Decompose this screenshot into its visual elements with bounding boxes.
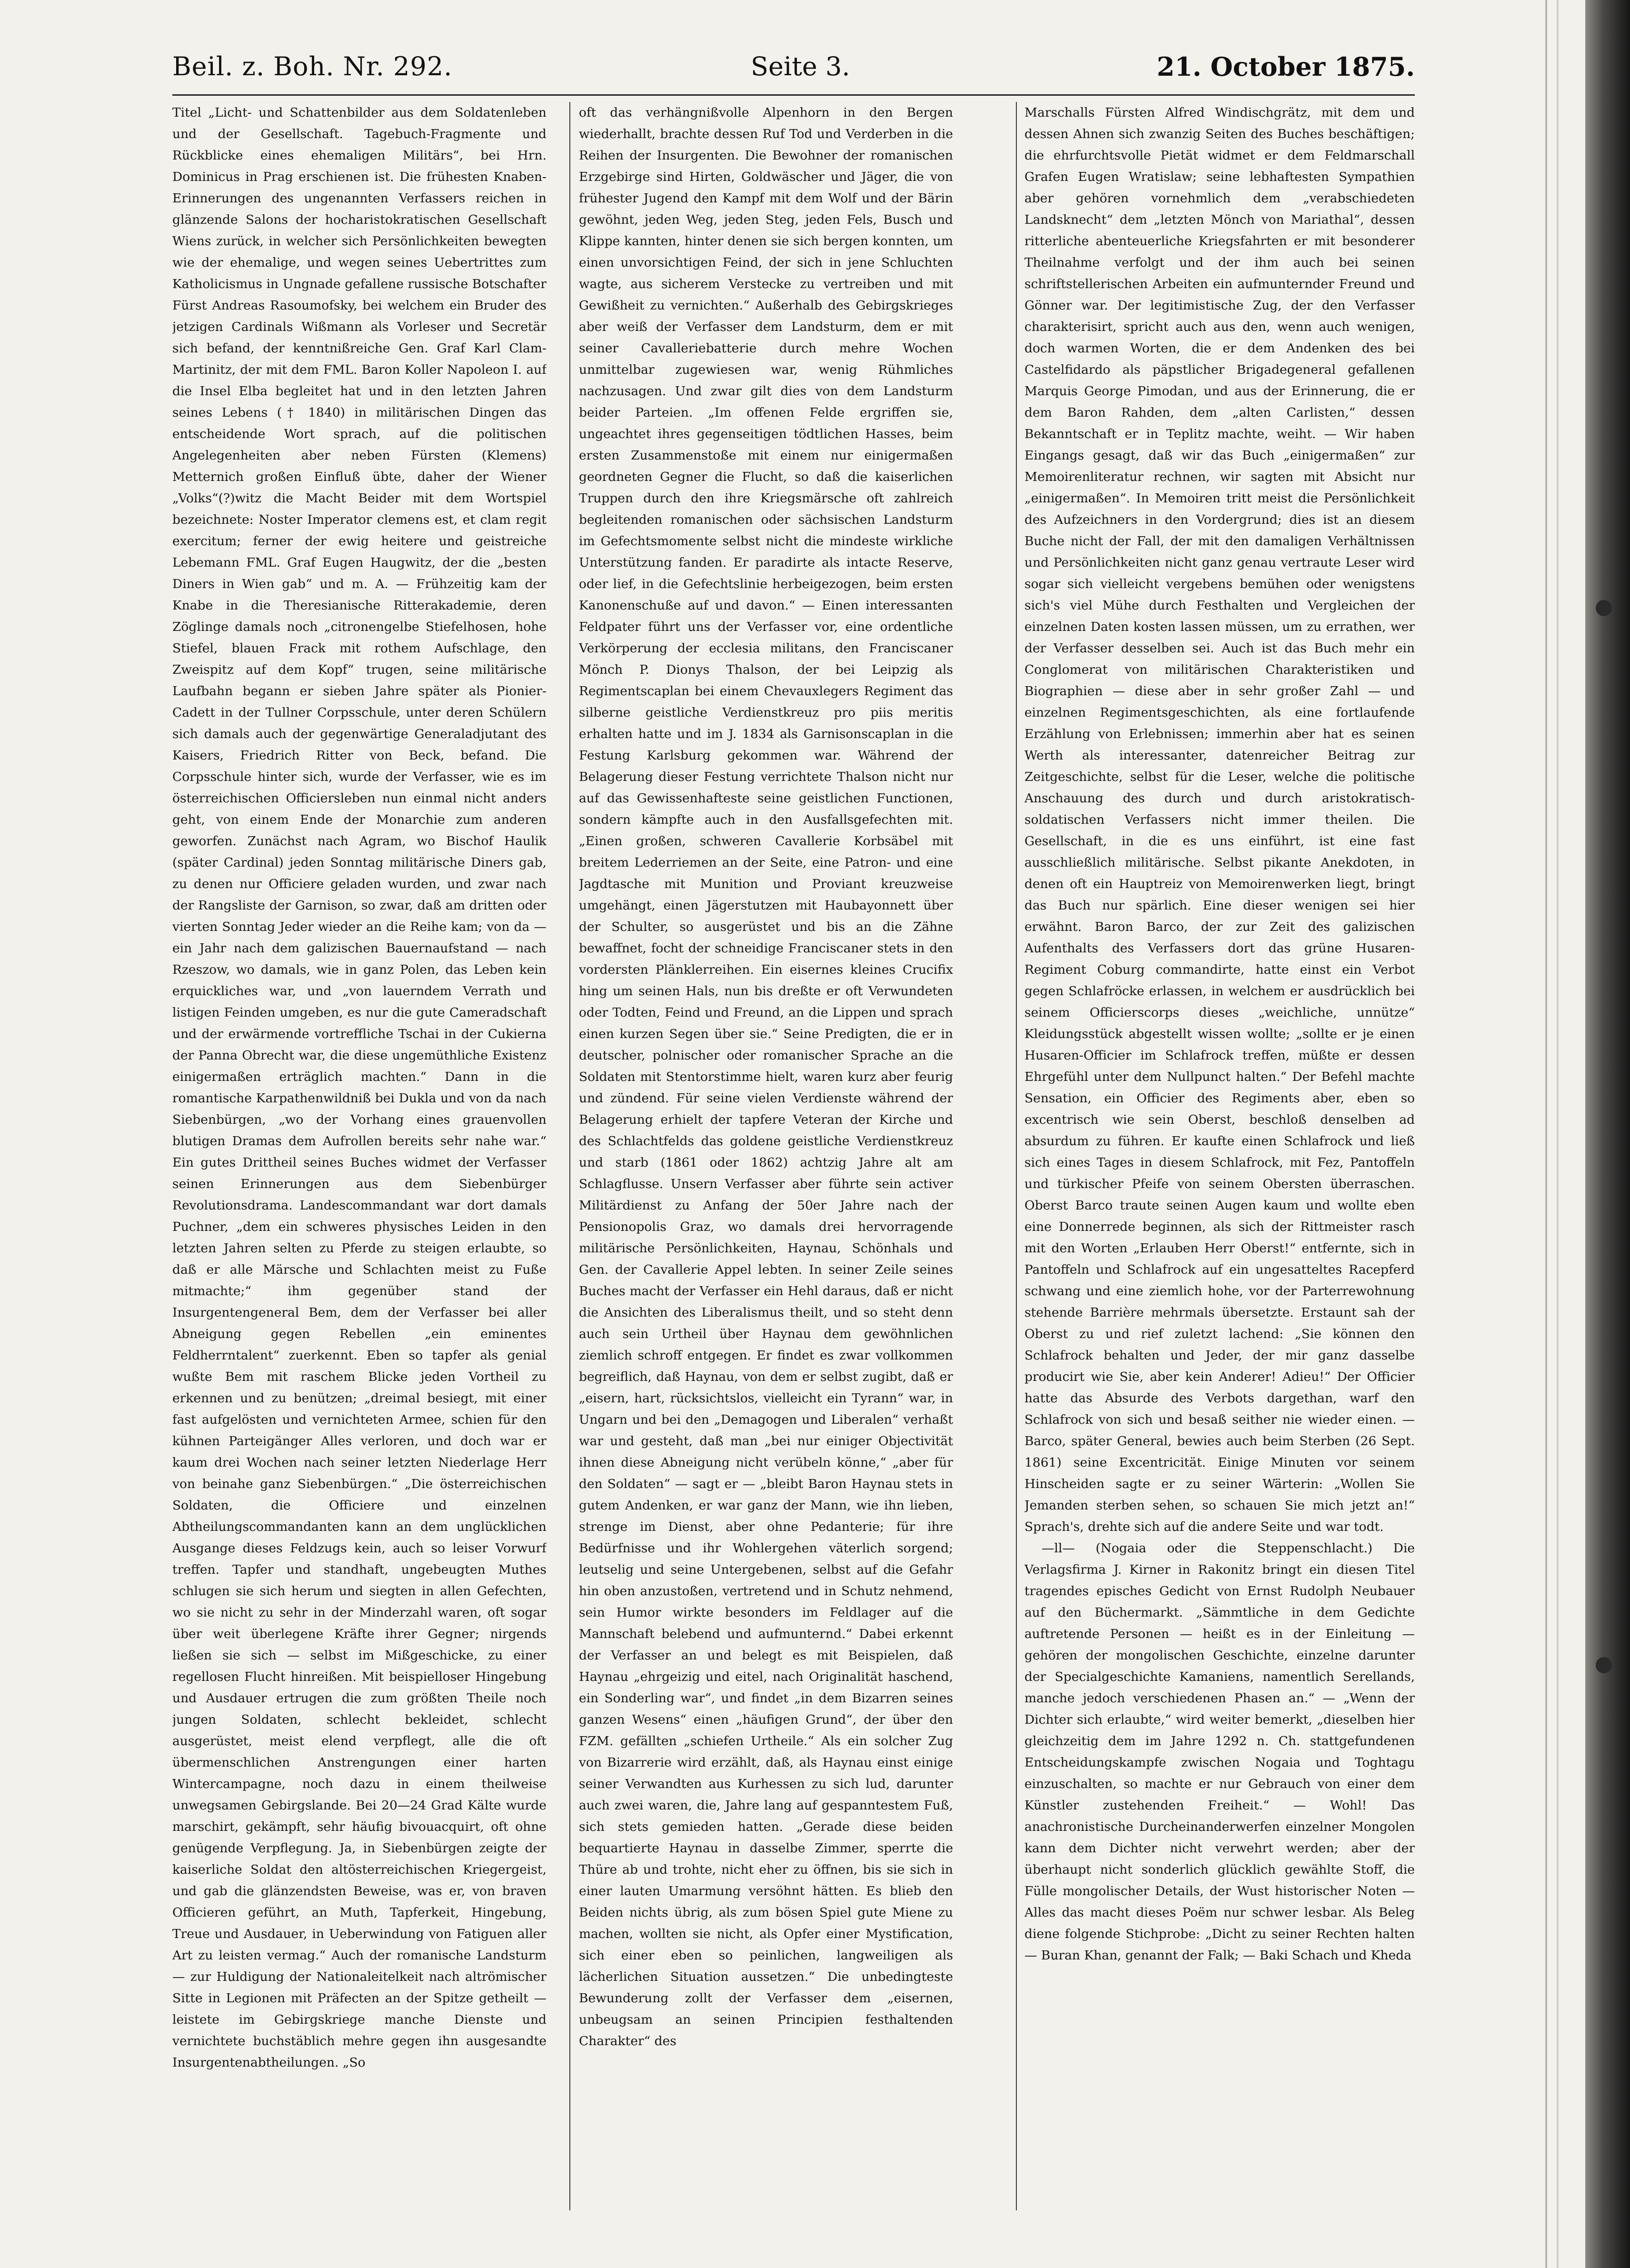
binding-hole bbox=[1596, 600, 1612, 616]
column-paragraph: Titel „Licht- und Schattenbilder aus dem Soldatenleben und der Gesellschaft. Tagebuch-Fragmente und Rückblicke eines ehemaligen Militärs“, bei Hrn. Dominicus in Prag erschienen ist. Die frühesten Knaben-Erinnerungen des ungenannten Verfassers reichen in glänzende Salons der hocharistokratischen Gesellschaft Wiens zurück, in welcher sich Persönlichkeiten bewegten wie der ehemalige, und wegen seines Uebertrittes zum Katholicismus in Ungnade gefallene russische Botschafter Fürst Andreas Rasoumofsky, bei welchem ein Bruder des jetzigen Cardinals Wißmann als Vorleser und Secretär sich befand, der kenntnißreiche Gen. Graf Karl Clam-Martinitz, der mit dem FML. Baron Koller Napoleon I. auf die Insel Elba begleitet hat und in den letzten Jahren seines Lebens († 1840) in militärischen Dingen das entscheidende Wort sprach, auf die politischen Angelegenheiten aber neben Fürsten (Klemens) Metternich großen Einfluß übte, daher der Wiener „Volks“(?)witz die Macht Beider mit dem Wortspiel bezeichnete: Noster Imperator clemens est, et clam regit exercitum; ferner der ewig heitere und geistreiche Lebemann FML. Graf Eugen Haugwitz, der die „besten Diners in Wien gab“ und m. A. — Frühzeitig kam der Knabe in die Theresianische Ritterakademie, deren Zöglinge damals noch „citronengelbe Stiefelhosen, hohe Stiefel, blauen Frack mit rothem Aufschlage, den Zweispitz auf dem Kopf“ trugen, seine militärische Laufbahn begann er sieben Jahre später als Pionier-Cadett in der Tullner Corpsschule, unter deren Schülern sich damals auch der gegenwärtige Generaladjutant des Kaisers, Friedrich Ritter von Beck, befand. Die Corpsschule hinter sich, wurde der Verfasser, wie es im österreichischen Officiersleben nun einmal nicht anders geht, von einem Ende der Monarchie zum anderen geworfen. Zunächst nach Agram, wo Bischof Haulik (später Cardinal) jeden Sonntag militärische Diners gab, zu denen nur Officiere geladen wurden, und zwar nach der Rangsliste der Garnison, so zwar, daß am dritten oder vierten Sonntag Jeder wieder an die Reihe kam; von da — ein Jahr nach dem galizischen Bauernaufstand — nach Rzeszow, wo damals, wie in ganz Polen, das Leben kein erquickliches war, und „von lauerndem Verrath und listigen Feinden umgeben, es nur die gute Cameradschaft und der erwärmende vortreffliche Tschai in der Cukierna der Panna Obrecht war, die diese ungemüthliche Existenz einigermaßen erträglich machten.“ Dann in die romantische Karpathenwildniß bei Dukla und von da nach Siebenbürgen, „wo der Vorhang eines grauenvollen blutigen Dramas dem Aufrollen bereits sehr nahe war.“ Ein gutes Drittheil seines Buches widmet der Verfasser seinen Erinnerungen aus dem Siebenbürger Revolutionsdrama. Landescommandant war dort damals Puchner, „dem ein schweres physisches Leiden in den letzten Jahren selten zu Pferde zu steigen erlaubte, so daß er alle Märsche und Schlachten meist zu Fuße mitmachte;“ ihm gegenüber stand der Insurgentengeneral Bem, dem der Verfasser bei aller Abneigung gegen Rebellen „ein eminentes Feldherrntalent“ zuerkennt. Eben so tapfer als genial wußte Bem mit raschem Blicke jeden Vortheil zu erkennen und zu benützen; „dreimal besiegt, mit einer fast aufgelösten und vernichteten Armee, schien für den kühnen Parteigänger Alles verloren, und doch war er kaum drei Wochen nach seiner letzten Niederlage Herr von beinahe ganz Siebenbürgen.“ „Die österreichischen Soldaten, die Officiere und einzelnen Abtheilungscommandanten kann an dem unglücklichen Ausgange dieses Feldzugs kein, auch so leiser Vorwurf treffen. Tapfer und standhaft, ungebeugten Muthes schlugen sie sich herum und siegten in allen Gefechten, wo sie nicht zu sehr in der Minderzahl waren, oft sogar über weit überlegene Kräfte ihrer Gegner; nirgends ließen sie sich — selbst im Mißgeschicke, zu einer regellosen Flucht hinreißen. Mit beispielloser Hingebung und Ausdauer ertrugen die zum größten Theile noch jungen Soldaten, schlecht bekleidet, schlecht ausgerüstet, meist elend verpflegt, alle die oft übermenschlichen Anstrengungen einer harten Wintercampagne, noch dazu in einem theilweise unwegsamen Gebirgslande. Bei 20—24 Grad Kälte wurde marschirt, gekämpft, sehr häufig bivouacquirt, oft ohne genügende Verpflegung. Ja, in Siebenbürgen zeigte der kaiserliche Soldat den altösterreichischen Kriegergeist, und gab die glänzendsten Beweise, was er, von braven Officieren geführt, an Muth, Tapferkeit, Hingebung, Treue und Ausdauer, in Ueberwindung von Fatiguen aller Art zu leisten vermag.“ Auch der romanische Landsturm — zur Huldigung der Nationaleitelkeit nach altrömischer Sitte in Legionen mit Präfecten an der Spitze getheilt — leistete im Gebirgskriege manche Dienste und vernichtete buchstäblich mehre gegen ihn ausgesandte Insurgentenabtheilungen. „So bbox=[172, 105, 547, 2070]
text-column-1 bbox=[172, 102, 547, 2210]
page-number: Seite 3. bbox=[751, 51, 850, 81]
column-divider bbox=[569, 102, 570, 2210]
issue-date: 21. October 1875. bbox=[1156, 51, 1415, 82]
column-paragraph: oft das verhängnißvolle Alpenhorn in den Bergen wiederhallt, brachte dessen Ruf Tod und Verderben in die Reihen der Insurgenten. Die Bewohner der romanischen Erzgebirge sind Hirten, Goldwäscher und Jäger, die von frühester Jugend den Kampf mit dem Wolf und der Bärin gewöhnt, jeden Weg, jeden Steg, jeden Fels, Busch und Klippe kannten, hinter denen sie sich bergen konnten, um einen unvorsichtigen Feind, der sich in jene Schluchten wagte, aus sicherem Verstecke zu vertreiben und mit Gewißheit zu vernichten.“ Außerhalb des Gebirgskrieges aber weiß der Verfasser dem Landsturm, dem er mit seiner Cavalleriebatterie durch mehre Wochen unmittelbar zugewiesen war, wenig Rühmliches nachzusagen. Und zwar gilt dies von dem Landsturm beider Parteien. „Im offenen Felde ergriffen sie, ungeachtet ihres gegenseitigen tödtlichen Hasses, beim ersten Zusammenstoße mit einem nur einigermaßen geordneten Gegner die Flucht, so daß die kaiserlichen Truppen durch den ihre Kriegsmärsche oft zahlreich begleitenden romanischen oder sächsischen Landsturm im Gefechtsmomente selbst nicht die mindeste wirkliche Unterstützung fanden. Er paradirte als intacte Reserve, oder lief, in die Gefechtslinie herbeigezogen, beim ersten Kanonenschuße auf und davon.“ — Einen interessanten Feldpater führt uns der Verfasser vor, eine ordentliche Verkörperung der ecclesia militans, den Franciscaner Mönch P. Dionys Thalson, der bei Leipzig als Regimentscaplan bei einem Chevauxlegers Regiment das silberne geistliche Verdienstkreuz pro piis meritis erhalten hatte und im J. 1834 als Garnisonscaplan in die Festung Karlsburg gekommen war. Während der Belagerung dieser Festung verrichtete Thalson nicht nur auf das Gewissenhafteste seine geistlichen Functionen, sondern kämpfte auch in den Ausfallsgefechten mit. „Einen großen, schweren Cavallerie Korbsäbel mit breitem Lederriemen an der Seite, eine Patron- und eine Jagdtasche mit Munition und Proviant kreuzweise umgehängt, einen Jägerstutzen mit Haubayonnett über der Schulter, so ausgerüstet und bis an die Zähne bewaffnet, focht der schneidige Franciscaner stets in den vordersten Plänklerreihen. Ein eisernes kleines Crucifix hing um seinen Hals, nun bis dreßte er oft Verwundeten oder Todten, Feind und Freund, an die Lippen und sprach einen kurzen Segen über sie.“ Seine Predigten, die er in deutscher, polnischer oder romanischer Sprache an die Soldaten mit Stentorstimme hielt, waren kurz aber feurig und zündend. Für seine vielen Verdienste während der Belagerung erhielt der tapfere Veteran der Kirche und des Schlachtfelds das goldene geistliche Verdienstkreuz und starb (1861 oder 1862) achtzig Jahre alt am Schlagflusse. Unsern Verfasser aber führte sein activer Militärdienst zu Anfang der 50er Jahre nach der Pensionopolis Graz, wo damals drei hervorragende militärische Persönlichkeiten, Haynau, Schönhals und Gen. der Cavallerie Appel lebten. In seiner Zeile seines Buches macht der Verfasser ein Hehl daraus, daß er nicht die Ansichten des Liberalismus theilt, und so steht denn auch sein Urtheil über Haynau dem gewöhnlichen ziemlich schroff entgegen. Er findet es zwar vollkommen begreiflich, daß Haynau, von dem er selbst zugibt, daß er „eisern, hart, rücksichtslos, vielleicht ein Tyrann“ war, in Ungarn und bei den „Demagogen und Liberalen“ verhaßt war und gesteht, daß man „bei nur einiger Objectivität ihnen diese Abneigung nicht verübeln könne,“ „aber für den Soldaten“ — sagt er — „bleibt Baron Haynau stets in gutem Andenken, er war ganz der Mann, wie ihn lieben, strenge im Dienst, aber ohne Pedanterie; für ihre Bedürfnisse und ihr Wohlergehen väterlich sorgend; leutselig und seine Untergebenen, selbst auf die Gefahr hin oben anzustoßen, vertretend und in Schutz nehmend, sein Humor wirkte besonders im Feldlager auf die Mannschaft belebend und aufmunternd.“ Dabei erkennt der Verfasser an und belegt es mit Beispielen, daß Haynau „ehrgeizig und eitel, nach Originalität haschend, ein Sonderling war“, und findet „in dem Bizarren seines ganzen Wesens“ einen „häufigen Grund“, der über den FZM. gefällten „schiefen Urtheile.“ Als ein solcher Zug von Bizarrerie wird erzählt, daß, als Haynau einst einige seiner Verwandten aus Kurhessen zu sich lud, darunter auch zwei waren, die, Jahre lang auf gespanntestem Fuß, sich stets gemieden hatten. „Gerade diese beiden bequartierte Haynau in dasselbe Zimmer, sperrte die Thüre ab und trohte, nicht eher zu öffnen, bis sie sich in einer lauten Umarmung versöhnt hätten. Es blieb den Beiden nichts übrig, als zum bösen Spiel gute Miene zu machen, wollten sie nicht, als Opfer einer Mystification, sich einer eben so peinlichen, langweiligen als lächerlichen Situation aussetzen.“ Die unbedingteste Bewunderung zollt der Verfasser dem „eisernen, unbeugsam an seinen Principien festhaltenden Charakter“ des bbox=[579, 105, 953, 2048]
page-edge-line bbox=[1557, 0, 1559, 2268]
issue-label: Beil. z. Boh. Nr. 292. bbox=[172, 51, 453, 81]
column-paragraph: Marschalls Fürsten Alfred Windischgrätz, mit dem und dessen Ahnen sich zwanzig Seiten des Buches beschäftigen; die ehrfurchtsvolle Pietät widmet er dem Feldmarschall Grafen Eugen Wratislaw; seine lebhaftesten Sympathien aber gehören vornehmlich dem „verabschiedeten Landsknecht“ dem „letzten Mönch von Mariathal“, dessen ritterliche abenteuerliche Kriegsfahrten er mit besonderer Theilnahme verfolgt und der ihm auch bei seinen schriftstellerischen Arbeiten ein aufmunternder Freund und Gönner war. Der legitimistische Zug, der den Verfasser charakterisirt, spricht auch aus den, wenn auch wenigen, doch warmen Worten, die er dem Andenken des bei Castelfidardo als päpstlicher Brigadegeneral gefallenen Marquis George Pimodan, und aus der Erinnerung, die er dem Baron Rahden, dem „alten Carlisten,“ dessen Bekanntschaft er in Teplitz machte, weiht. — Wir haben Eingangs gesagt, daß wir das Buch „einigermaßen“ zur Memoirenliteratur rechnen, wir sagten mit Absicht nur „einigermaßen“. In Memoiren tritt meist die Persönlichkeit des Aufzeichners in den Vordergrund; dies ist an diesem Buche nicht der Fall, der mit den damaligen Verhältnissen und Persönlichkeiten nicht ganz genau vertraute Leser wird sogar sich vielleicht vergebens bemühen oder wenigstens sich's viel Mühe durch Festhalten und Vergleichen der einzelnen Daten kosten lassen müssen, um zu errathen, wer der Verfasser desselben sei. Auch ist das Buch mehr ein Conglomerat von militärischen Charakteristiken und Biographien — diese aber in sehr großer Zahl — und einzelnen Regimentsgeschichten, als eine fortlaufende Erzählung von Erlebnissen; immerhin aber hat es seinen Werth als interessanter, datenreicher Beitrag zur Zeitgeschichte, selbst für die Leser, welche die politische Anschauung des durch und durch aristokratisch-soldatischen Verfassers nicht immer theilen. Die Gesellschaft, in die es uns einführt, ist eine fast ausschließlich militärische. Selbst pikante Anekdoten, in denen oft ein Hauptreiz von Memoirenwerken liegt, bringt das Buch nur spärlich. Eine dieser wenigen sei hier erwähnt. Baron Barco, der zur Zeit des galizischen Aufenthalts des Verfassers dort das grüne Husaren-Regiment Coburg commandirte, hatte einst ein Verbot gegen Schlafröcke erlassen, in welchem er ausdrücklich bei seinem Officierscorps dieses „weichliche, unnütze“ Kleidungsstück abgestellt wissen wollte; „sollte er je einen Husaren-Officier im Schlafrock treffen, müßte er dessen Ehrgefühl unter dem Nullpunct halten.“ Der Befehl machte Sensation, ein Officier des Regiments aber, eben so excentrisch wie sein Oberst, beschloß denselben ad absurdum zu führen. Er kaufte einen Schlafrock und ließ sich eines Tages in diesem Schlafrock, mit Fez, Pantoffeln und türkischer Pfeife von seinem Obersten überraschen. Oberst Barco traute seinen Augen kaum und wollte eben eine Donnerrede beginnen, als sich der Rittmeister rasch mit den Worten „Erlauben Herr Oberst!“ entfernte, sich in Pantoffeln und Schlafrock auf ein ungesatteltes Racepferd schwang und eine ziemlich hohe, vor der Parterrewohnung stehende Barrière mehrmals übersetzte. Erstaunt sah der Oberst zu und rief zuletzt lachend: „Sie können den Schlafrock behalten und Jeder, der mir ganz dasselbe producirt wie Sie, aber kein Anderer! Adieu!“ Der Officier hatte das Absurde des Verbots dargethan, warf den Schlafrock von sich und besaß seither nie wieder einen. — Barco, später General, bewies auch beim Sterben (26 Sept. 1861) seine Excentricität. Einige Minuten vor seinem Hinscheiden sagte er zu seiner Wärterin: „Wollen Sie Jemanden sterben sehen, so schauen Sie mich jetzt an!“ Sprach's, drehte sich auf die andere Seite und war todt. bbox=[1024, 105, 1415, 1534]
page-header bbox=[172, 51, 1415, 94]
page-edge-line bbox=[1545, 0, 1547, 2268]
scan-background bbox=[1585, 0, 1630, 2268]
review-nogaia: —ll— (Nogaia oder die Steppenschlacht.) Die Verlagsfirma J. Kirner in Rakonitz bringt ein diesen Titel tragendes episches Gedicht von Ernst Rudolph Neubauer auf den Büchermarkt. „Sämmtliche in dem Gedichte auftretende Personen — heißt es in der Einleitung — gehören der mongolischen Geschichte, einzelne darunter der Specialgeschichte Kamaniens, namentlich Serellands, manche jedoch verschiedenen Phasen an.“ — „Wenn der Dichter sich erlaubte,“ wird weiter bemerkt, „dieselben hier gleichzeitig dem im Jahre 1292 n. Ch. stattgefundenen Entscheidungskampfe zwischen Nogaia und Toghtagu einzuschalten, so machte er nur Gebrauch von einer dem Künstler zustehenden Freiheit.“ — Wohl! Das anachronistische Durcheinanderwerfen einzelner Mongolen kann dem Dichter nicht verwehrt werden; aber der überhaupt nicht sonderlich glücklich gewählte Stoff, die Fülle mongolischer Details, der Wust historischer Noten — Alles das macht dieses Poëm nur schwer lesbar. Als Beleg diene folgende Stichprobe: „Dicht zu seiner Rechten halten — Buran Khan, genannt der Falk; — Baki Schach und Kheda bbox=[1024, 1541, 1415, 1963]
text-column-3 bbox=[1024, 102, 1415, 2210]
header-rule bbox=[172, 94, 1415, 96]
text-column-2 bbox=[579, 102, 953, 2210]
column-divider bbox=[1016, 102, 1017, 2210]
binding-hole bbox=[1596, 1657, 1612, 1673]
